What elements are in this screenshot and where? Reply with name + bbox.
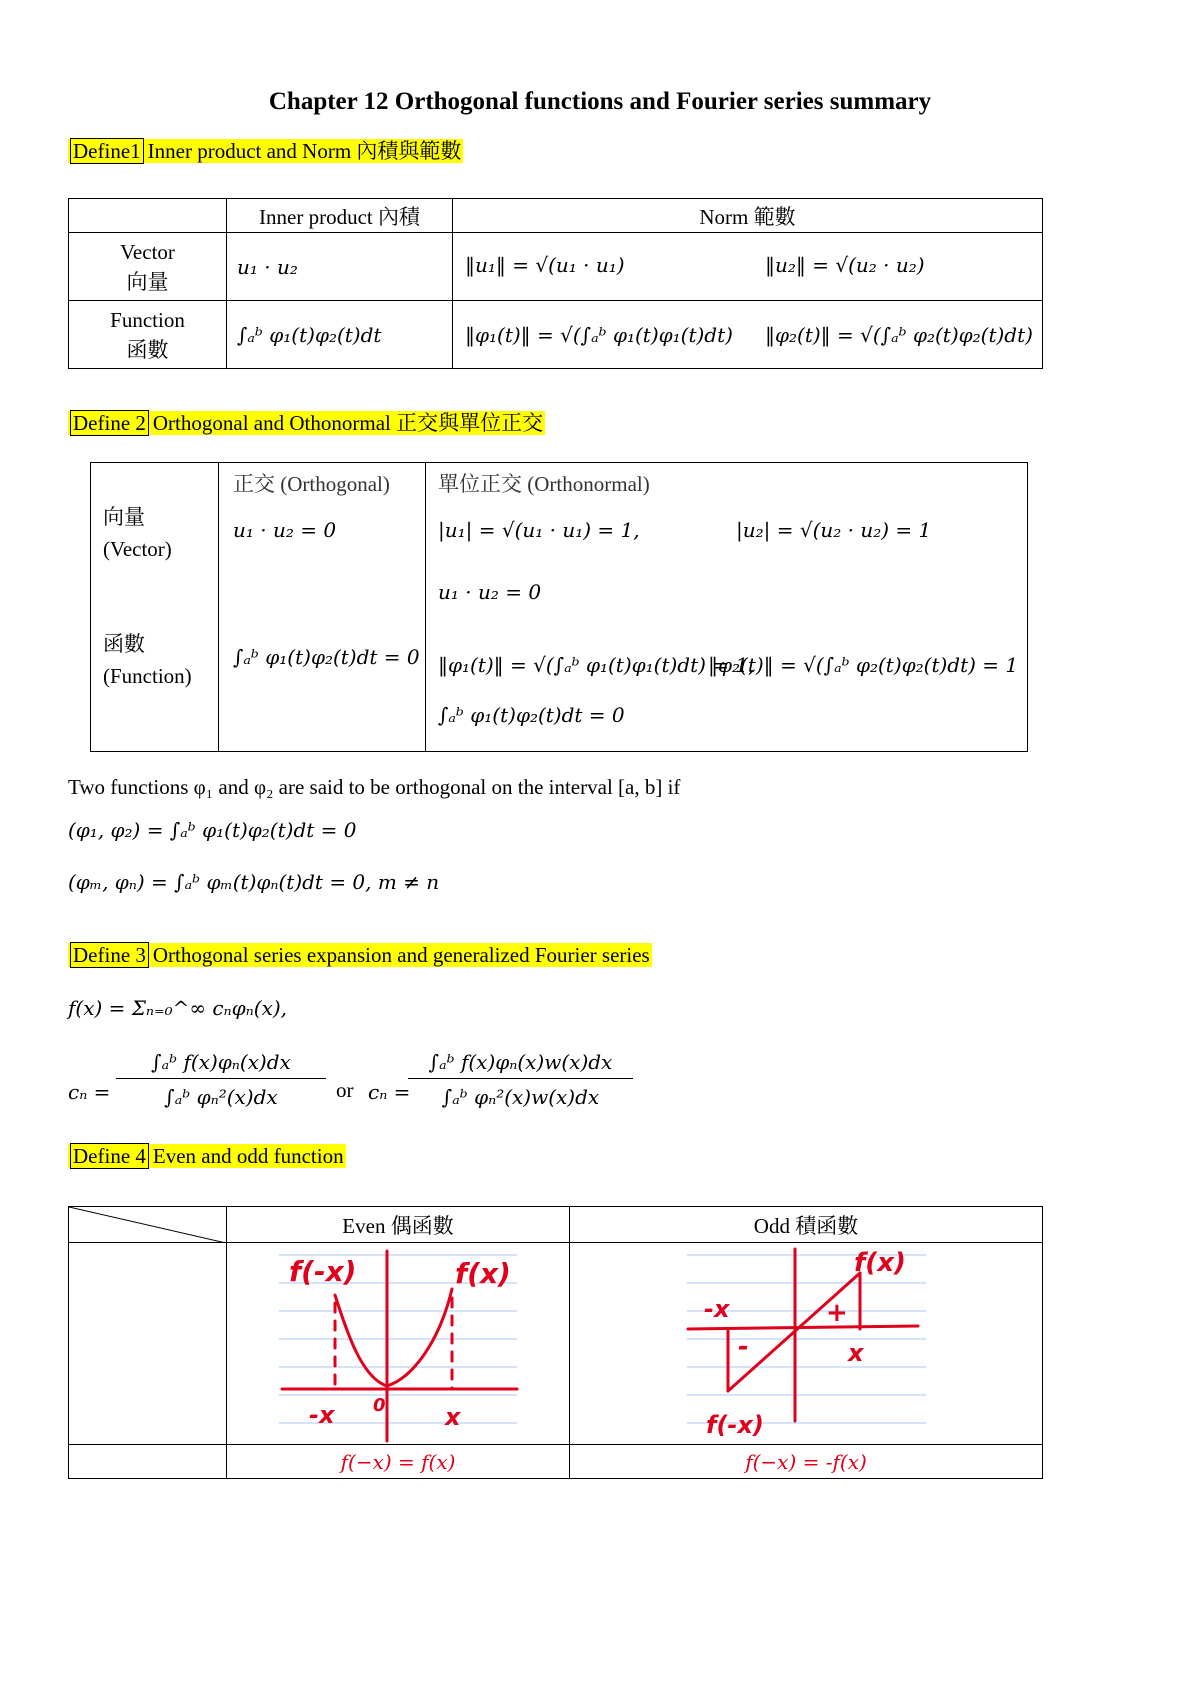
vector-orthogonal: u₁ · u₂ = 0 [233, 518, 337, 542]
even-label-fpos: f(x) [455, 1257, 511, 1290]
vector-orthonormal-2: |u₂| = √(u₂ · u₂) = 1 [736, 518, 932, 542]
orthogonal-column [219, 463, 426, 752]
row-vector-label: Vector 向量 [69, 233, 227, 301]
col-orthogonal: 正交 (Orthogonal) [233, 472, 390, 496]
vector-norm-1: ‖u₁‖ = √(u₁ · u₁) [465, 253, 625, 277]
odd-label-plus: + [826, 1298, 848, 1328]
odd-label-fpos: f(x) [854, 1248, 906, 1278]
col-norm: Norm 範數 [453, 199, 1043, 233]
cn-label-1: cₙ = [68, 1080, 111, 1104]
even-label-zero: 0 [373, 1395, 386, 1416]
cn-fraction-2 [408, 1050, 633, 1109]
vector-orthonormal-1: |u₁| = √(u₁ · u₁) = 1, [438, 518, 640, 542]
odd-label-x: x [848, 1339, 864, 1367]
cn-label-2: cₙ = [368, 1080, 411, 1104]
odd-label-minus: - [738, 1332, 749, 1362]
define1-box: Define1 [70, 138, 144, 164]
vector-norms [453, 233, 1043, 301]
orthogonal-sentence: Two functions φ₁ and φ₂ are said to be orthogonal on the interval [a, b] if [68, 775, 681, 799]
even-formula: f(−x) = f(x) [227, 1445, 570, 1479]
function-norm-1: ‖φ₁(t)‖ = √(∫ₐᵇ φ₁(t)φ₁(t)dt) [465, 323, 733, 347]
define1-title: Inner product and Norm 內積與範數 [147, 139, 462, 163]
diagonal-line [69, 1207, 226, 1243]
orthogonal-equation-1: (φ₁, φ₂) = ∫ₐᵇ φ₁(t)φ₂(t)dt = 0 [68, 818, 357, 842]
vector-norm-2: ‖u₂‖ = √(u₂ · u₂) [765, 253, 925, 277]
define4-heading [68, 1144, 346, 1169]
define2-title: Orthogonal and Othonormal 正交與單位正交 [152, 411, 544, 435]
orthonormal-column [426, 463, 1028, 752]
function-orthonormal-1: ‖φ₁(t)‖ = √(∫ₐᵇ φ₁(t)φ₁(t)dt) = 1, [438, 653, 755, 677]
diagonal-header-cell [69, 1207, 227, 1243]
col-inner-product: Inner product 內積 [227, 199, 453, 233]
define3-title: Orthogonal series expansion and generalized Fourier series [152, 943, 650, 967]
function-orthonormal-3: ∫ₐᵇ φ₁(t)φ₂(t)dt = 0 [438, 703, 625, 727]
cn2-numerator: ∫ₐᵇ f(x)φₙ(x)w(x)dx [408, 1050, 633, 1079]
odd-label-fneg: f(-x) [706, 1411, 764, 1439]
or-text: or [336, 1078, 354, 1102]
even-label-x: x [445, 1403, 461, 1431]
col-orthonormal: 單位正交 (Orthonormal) [438, 472, 650, 496]
cn-formulas [68, 1050, 628, 1140]
function-norms [453, 301, 1043, 369]
page-title: Chapter 12 Orthogonal functions and Fourier series summary [268, 88, 932, 115]
function-norm-2: ‖φ₂(t)‖ = √(∫ₐᵇ φ₂(t)φ₂(t)dt) [765, 323, 1033, 347]
even-function-graph [227, 1243, 569, 1445]
row-function-label-2: 函數 (Function) [103, 632, 192, 688]
cn2-denominator: ∫ₐᵇ φₙ²(x)w(x)dx [441, 1085, 600, 1109]
fourier-series-expansion: f(x) = Σₙ₌₀^∞ cₙφₙ(x), [68, 996, 288, 1020]
inner-product-table [68, 198, 1043, 369]
cn1-numerator: ∫ₐᵇ f(x)φₙ(x)dx [116, 1050, 326, 1079]
odd-label-negx: -x [704, 1295, 730, 1323]
define4-box: Define 4 [70, 1143, 149, 1169]
cn1-denominator: ∫ₐᵇ φₙ²(x)dx [164, 1085, 278, 1109]
orthogonal-row-labels [91, 463, 219, 752]
define4-title: Even and odd function [152, 1144, 344, 1168]
odd-formula: f(−x) = -f(x) [570, 1445, 1043, 1479]
function-inner-product: ∫ₐᵇ φ₁(t)φ₂(t)dt [227, 301, 453, 369]
define2-heading [68, 407, 545, 437]
row-function-label: Function 函數 [69, 301, 227, 369]
orthogonal-table [90, 462, 1028, 752]
define3-heading [68, 943, 652, 968]
col-odd: Odd 積函數 [570, 1207, 1043, 1243]
vector-inner-product: u₁ · u₂ [227, 233, 453, 301]
cn-fraction-1 [116, 1050, 326, 1109]
define2-box: Define 2 [70, 410, 149, 436]
col-even: Even 偶函數 [227, 1207, 570, 1243]
define3-box: Define 3 [70, 942, 149, 968]
vector-orthonormal-3: u₁ · u₂ = 0 [438, 580, 542, 604]
odd-graph-cell [570, 1243, 1043, 1445]
function-orthogonal: ∫ₐᵇ φ₁(t)φ₂(t)dt = 0 [233, 645, 420, 669]
odd-function-graph [570, 1243, 1044, 1445]
orthogonal-equation-2: (φₘ, φₙ) = ∫ₐᵇ φₘ(t)φₙ(t)dt = 0, m ≠ n [68, 870, 440, 894]
row-vector-label-2: 向量 (Vector) [103, 505, 172, 561]
define1-heading [68, 135, 463, 165]
even-odd-table [68, 1206, 1043, 1479]
even-label-negx: -x [309, 1401, 335, 1429]
function-orthonormal-2: ‖φ₂(t)‖ = √(∫ₐᵇ φ₂(t)φ₂(t)dt) = 1 [708, 653, 1019, 677]
even-graph-cell [227, 1243, 570, 1445]
even-label-fneg: f(-x) [289, 1255, 357, 1288]
